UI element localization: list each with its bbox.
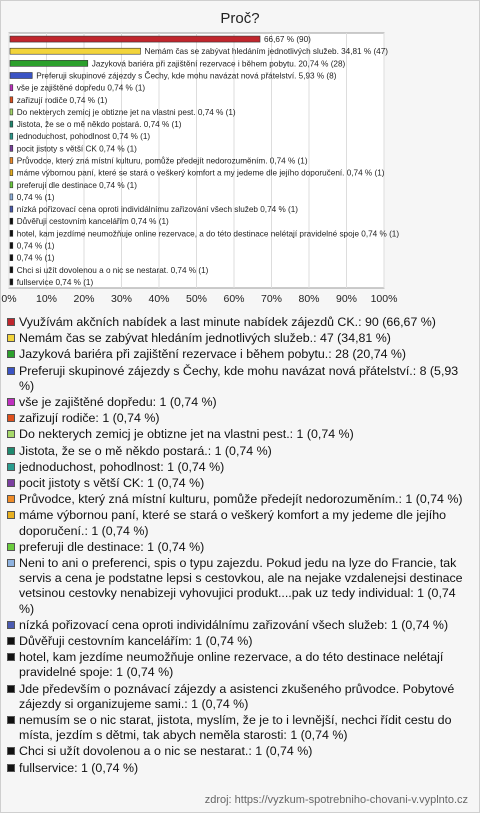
bar-label: Jazyková bariéra při zajištění rezervace i během pobytu. 20,74 % (28) [91, 59, 346, 69]
legend-label: Nemám čas se zabývat hledáním jednotlivých služeb.: 47 (34,81 %) [19, 331, 391, 346]
bar-label: 0,74 % (1) [16, 192, 55, 202]
bar-label: 66,67 % (90) [264, 35, 311, 45]
legend-swatch [7, 747, 15, 755]
legend-swatch [7, 621, 15, 629]
legend-swatch [7, 716, 15, 724]
legend-label: Využívám akčních nabídek a last minute nabídek zájezdů CK.: 90 (66,67 %) [19, 315, 436, 329]
legend-item [7, 618, 469, 633]
legend-item [7, 427, 469, 442]
bar [10, 121, 13, 127]
legend-item [7, 744, 469, 759]
bar [10, 218, 13, 224]
bar [10, 73, 32, 79]
bar-label: máme výbornou paní, které se stará o veškerý komfort a my jedeme dle jejího doporučení. 0,74 % (1) [16, 168, 385, 178]
legend-swatch [7, 398, 15, 406]
legend-label: zařizují rodiče: 1 (0,74 %) [19, 411, 160, 426]
legend-item [7, 761, 469, 776]
legend-item [7, 682, 469, 712]
legend-swatch [7, 414, 15, 422]
bar-label: Chci si užít dovolenou a o nic se nestarat. 0,74 % (1) [16, 265, 209, 275]
bar [10, 85, 13, 91]
bar [10, 158, 13, 164]
bar [10, 170, 13, 176]
bar-label: preferuji dle destinace 0,74 % (1) [16, 180, 137, 190]
legend-item [7, 556, 469, 617]
x-tick-label: 10% [35, 293, 58, 305]
bar-label: zařizují rodiče 0,74 % (1) [16, 95, 108, 105]
x-tick-label: 70% [260, 293, 283, 305]
legend-swatch [7, 495, 15, 503]
legend-item [7, 634, 469, 649]
bar-label: Do nekterych zemicj je obtizne jet na vlastni pest. 0,74 % (1) [16, 107, 236, 117]
bar [10, 48, 141, 54]
legend-label: Neni to ani o preferenci, spis o typu zajezdu. Pokud jedu na lyze do Francie, tak servis a cena je podstatne lepsi s cestovkou, ale na nejake vzdalenejsi destinace vetsinou cestovky nenabizeji vyhovujici produkt....pak uz tedy individual: 1 (0,74 %) [19, 556, 463, 616]
legend-item [7, 650, 469, 680]
legend-swatch [7, 764, 15, 772]
x-tick-label: 40% [148, 293, 170, 305]
legend-item [7, 364, 469, 394]
bar [10, 267, 13, 273]
legend-label: Do nekterych zemicj je obtizne jet na vlastni pest.: 1 (0,74 %) [19, 427, 354, 442]
bar-label: 0,74 % (1) [16, 241, 55, 251]
legend-swatch [7, 637, 15, 645]
bar [10, 109, 13, 115]
bar-label: hotel, kam jezdíme neumožňuje online rezervace, a do této destinace nelétají pravidelné spoje 0,74 % (1) [16, 229, 400, 239]
x-tick-label: 0% [1, 293, 17, 305]
bar-chart [0, 0, 480, 305]
legend-label: Důvěřuji cestovním kancelářím: 1 (0,74 %) [19, 634, 253, 649]
legend-swatch [7, 367, 15, 375]
bar [10, 230, 13, 236]
chart-title: Proč? [220, 10, 260, 27]
legend-label: hotel, kam jezdíme neumožňuje online rezervace, a do této destinace nelétají pravidelné spoje: 1 (0,74 %) [19, 650, 444, 680]
bar [10, 36, 260, 42]
x-tick-label: 50% [185, 293, 208, 305]
legend-item [7, 713, 469, 743]
legend-swatch [7, 653, 15, 661]
bar-label: Preferuji skupinové zájezdy s Čechy, kde mohu navázat nová přátelství. 5,93 % (8) [36, 71, 337, 81]
legend-label: nemusím se o nic starat, jistota, myslím, že je to i levnější, nechci řídit cestu do místa, jezdím s dětmi, tak abych neměla starosti: 1 (0,74 %) [19, 713, 452, 743]
legend-item [7, 331, 469, 346]
bar [10, 182, 13, 188]
legend-swatch [7, 543, 15, 551]
legend-label: pocit jistoty s větší CK: 1 (0,74 %) [19, 476, 205, 491]
bar [10, 194, 13, 200]
legend-swatch [7, 479, 15, 487]
legend-swatch [7, 463, 15, 471]
legend-item [7, 315, 469, 330]
legend-item [7, 347, 469, 362]
bar-label: fullservice 0,74 % (1) [16, 277, 94, 287]
source-note: zdroj: https://vyzkum-spotrebniho-chovani-v.vyplnto.cz [204, 794, 468, 806]
legend-item [7, 395, 469, 410]
legend-label: máme výbornou paní, které se stará o veškerý komfort a my jedeme dle jejího doporučení.: 1 (0,74 %) [19, 508, 446, 538]
legend-swatch [7, 559, 15, 567]
legend-label: Jazyková bariéra při zajištění rezervace i během pobytu.: 28 (20,74 %) [19, 347, 407, 362]
chart-legend [7, 315, 469, 777]
bar [10, 243, 13, 249]
bar-label: nízká pořizovací cena oproti individálnímu zařizování všech služeb 0,74 % (1) [16, 205, 299, 215]
bar [10, 206, 13, 212]
bar-label: Průvodce, který zná místní kulturu, pomůže předejít nedorozuměním. 0,74 % (1) [16, 156, 308, 166]
bar-label: 0,74 % (1) [16, 253, 55, 263]
legend-label: Jistota, že se o mě někdo postará.: 1 (0,74 %) [19, 443, 272, 458]
legend-swatch [7, 685, 15, 693]
legend-label: Jde především o poznávací zájezdy a asistenci zkušeného průvodce. Pobytové zájezdy si organizujeme sami.: 1 (0,74 %) [19, 681, 455, 711]
bar-label: pocit jistoty s větší CK 0,74 % (1) [16, 144, 137, 154]
x-tick-label: 60% [223, 293, 245, 305]
bar [10, 133, 13, 139]
legend-swatch [7, 350, 15, 358]
legend-item [7, 444, 469, 459]
legend-swatch [7, 511, 15, 519]
x-tick-label: 100% [370, 293, 398, 305]
bar-label: Důvěřuji cestovním kancelářím 0,74 % (1) [16, 217, 169, 227]
bar [10, 279, 13, 285]
legend-item [7, 460, 469, 475]
bar-label: jednoduchost, pohodlnost 0,74 % (1) [16, 132, 151, 142]
legend-swatch [7, 334, 15, 342]
legend-label: jednoduchost, pohodlnost: 1 (0,74 %) [19, 459, 225, 474]
bar-label: Nemám čas se zabývat hledáním jednotlivých služeb. 34,81 % (47) [144, 47, 389, 57]
legend-swatch [7, 430, 15, 438]
bar [10, 97, 13, 103]
legend-item [7, 476, 469, 491]
bar [10, 60, 88, 66]
legend-swatch [7, 318, 15, 326]
legend-label: vše je zajištěné dopředu: 1 (0,74 %) [19, 395, 217, 410]
legend-swatch [7, 447, 15, 455]
legend-item [7, 508, 469, 538]
bar-label: vše je zajištěné dopředu 0,74 % (1) [16, 83, 146, 93]
bar [10, 255, 13, 261]
x-tick-label: 80% [298, 293, 320, 305]
legend-item [7, 540, 469, 555]
legend-label: Průvodce, který zná místní kulturu, pomůže předejít nedorozuměním.: 1 (0,74 %) [19, 492, 463, 507]
legend-label: nízká pořizovací cena oproti individálnímu zařizování všech služeb: 1 (0,74 %) [19, 617, 449, 632]
bar-label: Jistota, že se o mě někdo postará. 0,74 % (1) [16, 120, 182, 130]
x-tick-label: 30% [110, 293, 133, 305]
legend-label: preferuji dle destinace: 1 (0,74 %) [19, 539, 205, 554]
bar [10, 145, 13, 151]
legend-label: Chci si užít dovolenou a o nic se nestarat.: 1 (0,74 %) [19, 744, 313, 759]
x-tick-label: 20% [73, 293, 95, 305]
legend-label: fullservice: 1 (0,74 %) [19, 760, 139, 775]
legend-label: Preferuji skupinové zájezdy s Čechy, kde mohu navázat nová přátelství.: 8 (5,93 %) [19, 363, 459, 393]
x-tick-label: 90% [335, 293, 358, 305]
legend-item [7, 492, 469, 507]
legend-item [7, 411, 469, 426]
